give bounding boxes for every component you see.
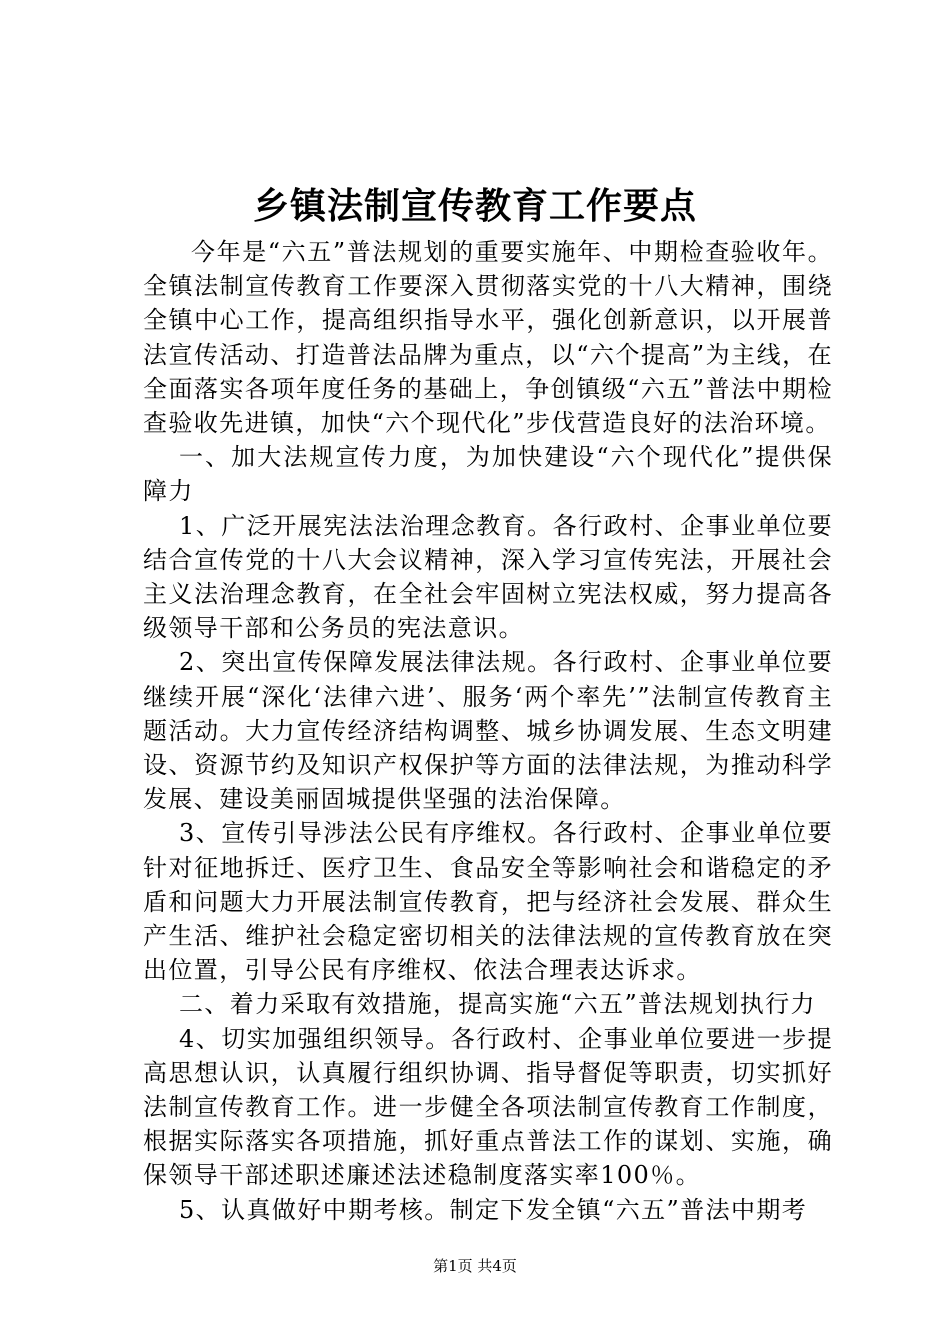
item-paragraph-3: 3、宣传引导涉法公民有序维权。各行政村、企事业单位要针对征地拆迁、医疗卫生、食品安全等影响社会和谐稳定的矛盾和问题大力开展法制宣传教育，把与经济社会发展、群众生产生活、维护社会稳定密切相关的法律法规的宣传教育放在突出位置，引导公民有序维权、依法合理表达诉求。 [143, 819, 833, 985]
section-heading-2: 二、着力采取有效措施，提高实施“六五”普法规划执行力 [179, 990, 816, 1019]
document-body [143, 235, 833, 1227]
page-number-footer: 第1页 共4页 [433, 1257, 517, 1275]
section-heading-1: 一、加大法规宣传力度，为加快建设“六个现代化”提供保障力 [143, 443, 833, 506]
document-title: 乡镇法制宣传教育工作要点 [252, 185, 697, 227]
item-paragraph-5: 5、认真做好中期考核。制定下发全镇“六五”普法中期考 [179, 1195, 808, 1224]
intro-paragraph: 今年是“六五”普法规划的重要实施年、中期检查验收年。全镇法制宣传教育工作要深入贯彻落实党的十八大精神，围绕全镇中心工作，提高组织指导水平，强化创新意识，以开展普法宣传活动、打造普法品牌为重点，以“六个提高”为主线，在全面落实各项年度任务的基础上，争创镇级“六五”普法中期检查验收先进镇，加快“六个现代化”步伐营造良好的法治环境。 [143, 238, 833, 438]
item-paragraph-4: 4、切实加强组织领导。各行政村、企事业单位要进一步提高思想认识，认真履行组织协调、指导督促等职责，切实抓好法制宣传教育工作。进一步健全各项法制宣传教育工作制度，根据实际落实各项措施，抓好重点普法工作的谋划、实施，确保领导干部述职述廉述法述稳制度落实率100％。 [143, 1024, 833, 1190]
item-paragraph-2: 2、突出宣传保障发展法律法规。各行政村、企事业单位要继续开展“深化‘法律六进’、服务‘两个率先’”法制宣传教育主题活动。大力宣传经济结构调整、城乡协调发展、生态文明建设、资源节约及知识产权保护等方面的法律法规，为推动科学发展、建设美丽固城提供坚强的法治保障。 [143, 648, 833, 814]
item-paragraph-1: 1、广泛开展宪法法治理念教育。各行政村、企事业单位要结合宣传党的十八大会议精神，深入学习宣传宪法，开展社会主义法治理念教育，在全社会牢固树立宪法权威，努力提高各级领导干部和公务员的宪法意识。 [143, 511, 833, 643]
